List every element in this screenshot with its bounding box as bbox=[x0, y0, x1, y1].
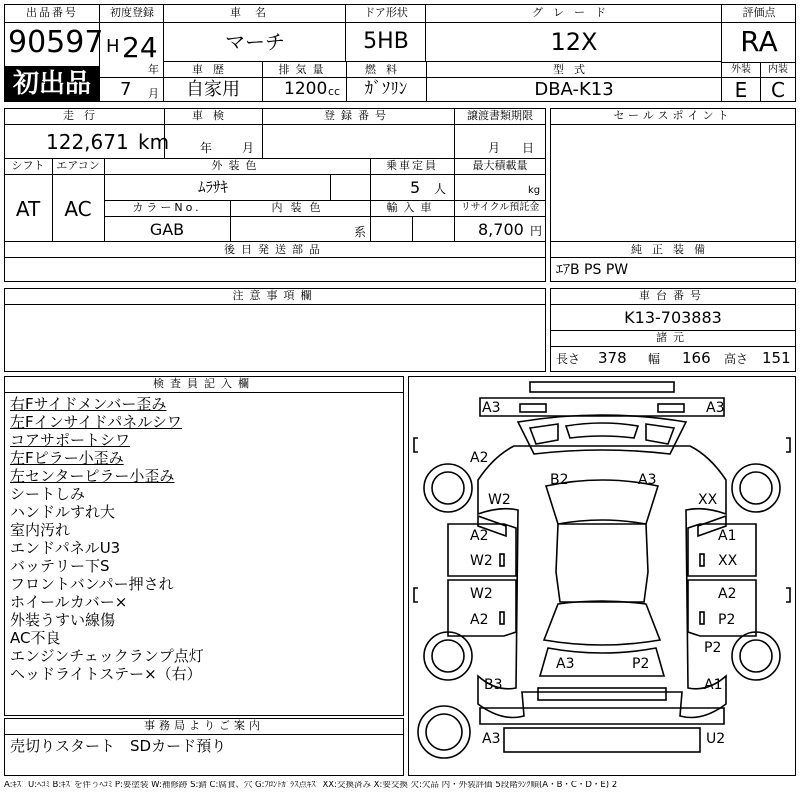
fuel-label: 燃料 bbox=[365, 63, 407, 76]
car-name: マーチ bbox=[225, 30, 285, 54]
dims-label: 諸元 bbox=[656, 331, 690, 344]
inspector-line-11: フロントバンパー押され bbox=[10, 575, 174, 593]
notes-label: 注意事項欄 bbox=[232, 289, 318, 302]
grade-label: グレード bbox=[532, 6, 616, 19]
transfer-month-unit: 月 bbox=[488, 141, 501, 155]
mark-trunk-left: A3 bbox=[556, 656, 575, 672]
mark-rear-bumper-right: U2 bbox=[706, 731, 726, 747]
capacity: 5 bbox=[410, 178, 421, 197]
history-label: 車歴 bbox=[192, 63, 234, 76]
interior-label: 内装 bbox=[768, 64, 788, 75]
score: RA bbox=[740, 25, 778, 58]
import-label: 輸入車 bbox=[386, 201, 438, 214]
interior-color-unit: 系 bbox=[354, 225, 367, 239]
exterior-score: E bbox=[734, 78, 748, 102]
mileage-unit: km bbox=[138, 130, 170, 154]
displacement: 1200 bbox=[284, 79, 328, 99]
inspector-line-3: コアサポートシワ bbox=[10, 431, 131, 449]
office-label: 事務局よりご案内 bbox=[144, 719, 264, 732]
month: 7 bbox=[120, 79, 132, 100]
inspector-line-6: シートしみ bbox=[10, 485, 86, 503]
mark-rear-left-corner: B3 bbox=[484, 677, 503, 693]
height-label: 高さ bbox=[724, 352, 749, 366]
inspector-line-7: ハンドルすれ大 bbox=[10, 503, 116, 521]
year: 24 bbox=[122, 31, 158, 64]
ac-label: エアコン bbox=[56, 159, 100, 172]
office-text: 売切りスタート SDカード預り bbox=[10, 737, 227, 755]
inspector-label: 検査員記入欄 bbox=[153, 377, 255, 390]
capacity-label: 乗車定員 bbox=[386, 159, 438, 172]
lot-label: 出品番号 bbox=[26, 6, 78, 19]
score-label: 評価点 bbox=[742, 6, 776, 19]
mileage-label: 走行 bbox=[63, 109, 105, 122]
door-label: ドア形状 bbox=[364, 6, 408, 19]
recycle-label: リサイクル預託金 bbox=[460, 202, 540, 213]
mark-rear-right-corner: A1 bbox=[704, 677, 723, 693]
length: 378 bbox=[598, 349, 627, 367]
mark-rr-door-bottom: P2 bbox=[718, 612, 736, 628]
front-bumper bbox=[480, 398, 724, 416]
hood bbox=[518, 415, 686, 454]
ac: AC bbox=[64, 197, 92, 221]
color-no-label: カラーNo. bbox=[132, 201, 202, 214]
roof bbox=[556, 524, 648, 602]
interior-color-label: 内装色 bbox=[271, 201, 329, 214]
color-label: 外装色 bbox=[211, 159, 263, 172]
lot-number: 90597 bbox=[8, 25, 104, 60]
width: 166 bbox=[682, 349, 711, 367]
displacement-unit: cc bbox=[328, 85, 341, 98]
fuel: ｶﾞｿﾘﾝ bbox=[364, 79, 408, 99]
inspector-line-15: エンジンチェックランプ点灯 bbox=[10, 647, 204, 665]
mark-trunk-right: P2 bbox=[632, 656, 650, 672]
inspector-line-4: 左Fピラー小歪み bbox=[10, 449, 124, 467]
interior-score: C bbox=[771, 78, 785, 102]
recycle-unit: 円 bbox=[530, 224, 543, 238]
sales-points-box bbox=[550, 108, 796, 242]
era: H bbox=[106, 36, 120, 57]
inspector-line-10: バッテリー下S bbox=[10, 557, 110, 575]
width-label: 幅 bbox=[648, 352, 661, 366]
first-listing-text: 初出品 bbox=[12, 69, 91, 99]
mark-rr-door-top: A2 bbox=[718, 586, 737, 602]
mark-hood-right: A3 bbox=[638, 472, 657, 488]
genuine: ｴｱB PS PW bbox=[556, 262, 629, 278]
model: DBA-K13 bbox=[534, 79, 614, 100]
mark-right-quarter: P2 bbox=[704, 640, 722, 656]
exterior-label: 外装 bbox=[731, 64, 751, 75]
inspector-line-12: ホイールカバー× bbox=[10, 593, 128, 611]
sales-points-label: セールスポイント bbox=[613, 109, 733, 122]
shift: AT bbox=[15, 197, 41, 221]
mark-left-front-tire: W2 bbox=[488, 492, 511, 508]
mark-rear-bumper-left: A3 bbox=[482, 731, 501, 747]
mark-lf-door-top: A2 bbox=[470, 528, 489, 544]
grade: 12X bbox=[550, 28, 598, 56]
inspector-line-9: エンドパネルU3 bbox=[10, 539, 121, 557]
displacement-label: 排気量 bbox=[278, 63, 330, 76]
capacity-unit: 人 bbox=[434, 182, 447, 196]
inspector-line-1: 右Fサイドメンバー歪み bbox=[10, 395, 167, 413]
mark-front-left: A3 bbox=[482, 400, 501, 416]
inspector-line-16: ヘッドライトステー×（右） bbox=[10, 665, 202, 683]
inspection-year-unit: 年 bbox=[200, 141, 213, 155]
history: 自家用 bbox=[186, 79, 240, 100]
inspector-line-2: 左Fインサイドパネルシワ bbox=[10, 413, 182, 431]
car-name-label: 車名 bbox=[230, 6, 280, 19]
rear-window bbox=[544, 601, 660, 645]
mark-hood: B2 bbox=[550, 472, 569, 488]
inspector-line-13: 外装うすい線傷 bbox=[10, 611, 116, 629]
mark-left-fender: A2 bbox=[470, 450, 489, 466]
mark-lr-door-bottom: A2 bbox=[470, 612, 489, 628]
model-label: 型式 bbox=[553, 63, 595, 76]
rear-bumper bbox=[480, 708, 724, 724]
chassis: K13-703883 bbox=[624, 308, 722, 327]
door-type: 5HB bbox=[363, 29, 409, 54]
shift-label: シフト bbox=[11, 159, 45, 172]
genuine-label: 純正装備 bbox=[631, 243, 715, 256]
mark-lf-door-bottom: W2 bbox=[470, 553, 493, 569]
color: ﾑﾗｻｷ bbox=[198, 178, 229, 196]
first-reg-label: 初度登録 bbox=[110, 6, 154, 19]
car-diagram bbox=[408, 376, 796, 776]
inspection-label: 車検 bbox=[192, 109, 234, 122]
details-box bbox=[4, 108, 546, 242]
front-bumper-top bbox=[530, 382, 674, 392]
max-load-unit: kg bbox=[528, 185, 541, 196]
year-unit: 年 bbox=[148, 63, 159, 76]
transfer-label: 譲渡書類期限 bbox=[467, 109, 533, 122]
mark-rf-door-top: A1 bbox=[718, 528, 737, 544]
max-load-label: 最大積載量 bbox=[472, 159, 528, 172]
inspector-line-14: AC不良 bbox=[10, 629, 61, 647]
color-no: GAB bbox=[149, 220, 185, 239]
inspection-month-unit: 月 bbox=[242, 141, 255, 155]
inspector-line-5: 左センターピラー小歪み bbox=[10, 467, 175, 485]
reg-number-label: 登録番号 bbox=[324, 109, 392, 122]
mark-front-right: A3 bbox=[706, 400, 725, 416]
mileage: 122,671 bbox=[46, 130, 129, 154]
mark-right-front-tire: XX bbox=[698, 492, 718, 508]
chassis-label: 車台番号 bbox=[639, 289, 707, 302]
transfer-day-unit: 日 bbox=[522, 141, 535, 155]
rear-bumper-top bbox=[538, 688, 666, 700]
legend: A:ｷｽﾞ U:ﾍｺﾐ B:ｷｽﾞを伴うﾍｺﾐ P:要塗装 W:補修跡 S:錆 C:腐食、穴 G:ﾌﾛﾝﾄｶﾞﾗｽ点ｷｽﾞ XX:交換済み X:要交換 欠:欠品 内・外装評価 5段階ﾗﾝｸ順(A・B・C・D・E) 2 bbox=[4, 781, 618, 790]
month-unit: 月 bbox=[148, 87, 159, 100]
mark-lr-door-top: W2 bbox=[470, 586, 493, 602]
later-parts-label: 後日発送部品 bbox=[224, 243, 326, 256]
inspector-line-8: 室内汚れ bbox=[10, 521, 71, 539]
length-label: 長さ bbox=[556, 352, 581, 366]
mark-rf-door-bottom: XX bbox=[718, 553, 738, 569]
height: 151 bbox=[762, 349, 791, 367]
recycle: 8,700 bbox=[478, 220, 524, 239]
